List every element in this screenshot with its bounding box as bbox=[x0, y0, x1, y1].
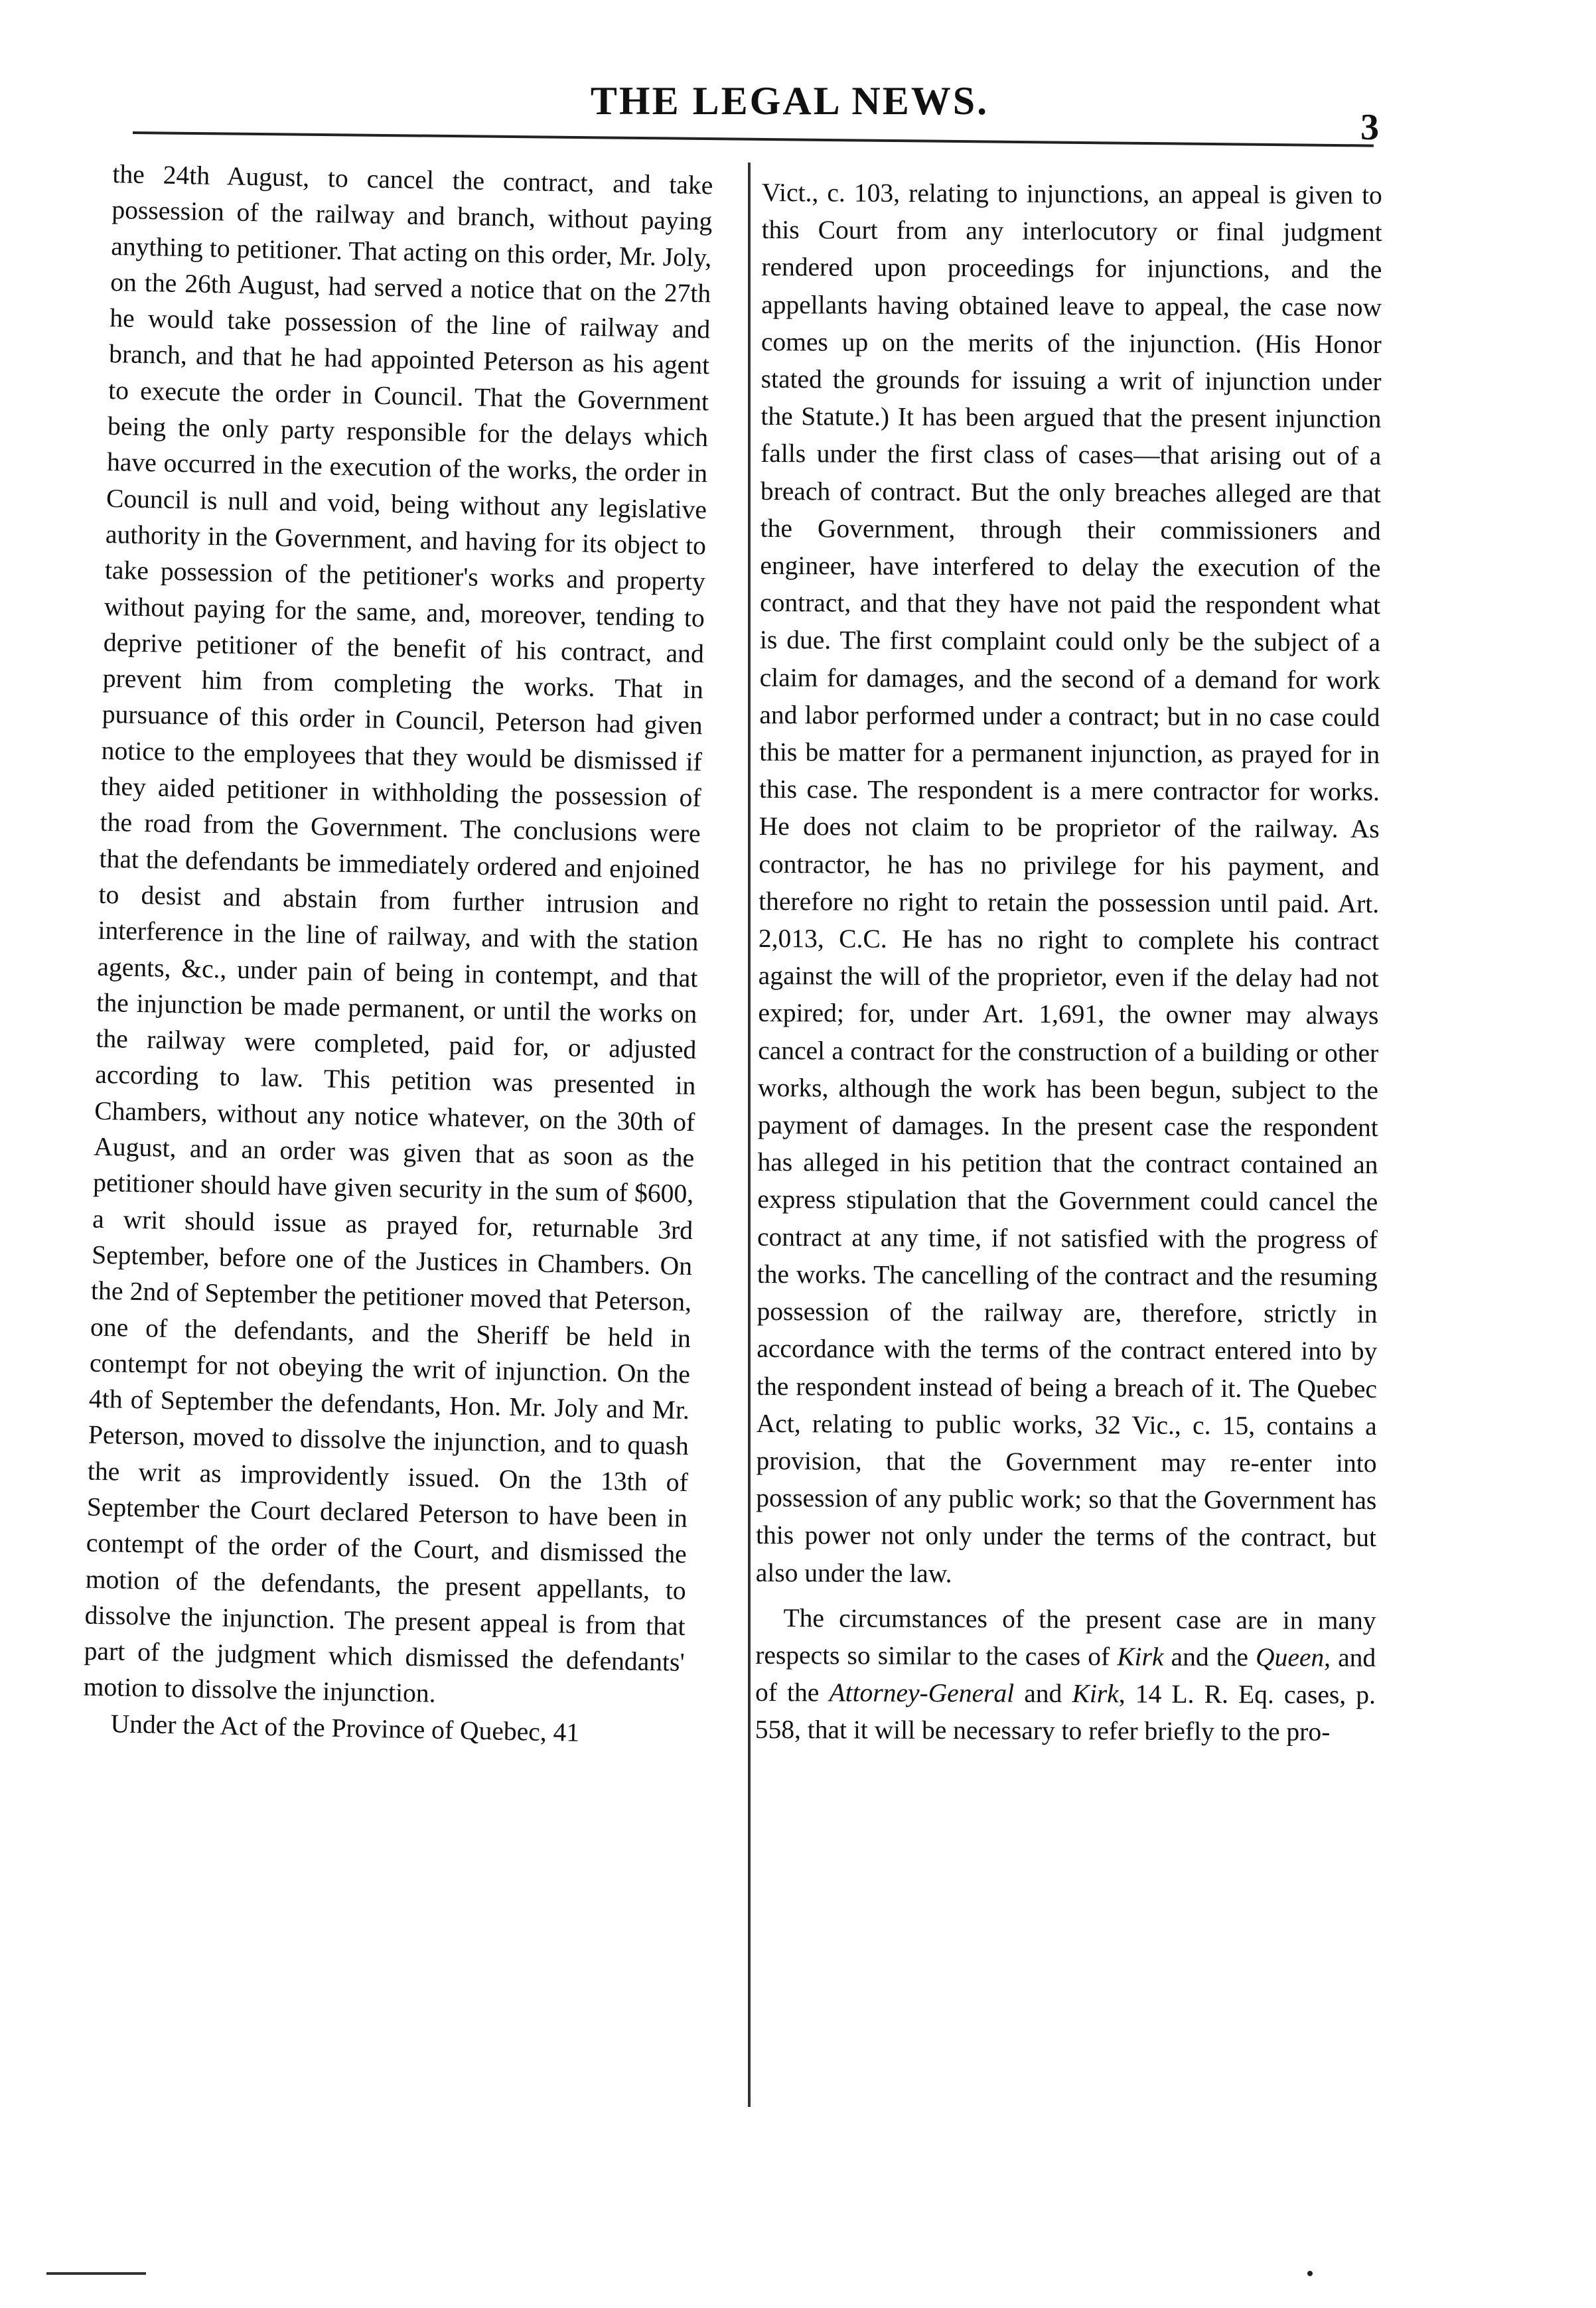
case-name-italic: Kirk bbox=[1072, 1679, 1119, 1709]
case-name-italic: Kirk bbox=[1117, 1642, 1164, 1672]
header-rule bbox=[133, 131, 1374, 147]
left-paragraph-1: the 24th August, to cancel the contract, and take possession of the railway and branch, without paying anything to petitioner. That acting on this order, Mr. Joly, on the 26th August, had served a notice that on the 27th he would take possession of the line of railway and branch, and that he had appointed Peterson as his agent to execute the order in Council. That the Government being the only party responsible for the delays which have occurred in the execution of the works, the order in Council is null and void, being without any legislative authority in the Government, and having for its object to take possession of the petitioner's works and property without paying for the same, and, moreover, tending to deprive petitioner of the benefit of his contract, and prevent him from completing the works. That in pursuance of this order in Council, Peterson had given notice to the employees that they would be dismissed if they aided petitioner in withholding the possession of the road from the Government. The conclusions were that the defendants be immediately ordered and enjoined to desist and abstain from further intrusion and interference in the line of railway, and with the station agents, &c., under pain of being in contempt, and that the injunction be made permanent, or until the works on the railway were completed, paid for, or adjusted according to law. This petition was presented in Chambers, without any notice whatever, on the 30th of August, and an order was given that as soon as the petitioner should have given security in the sum of $600, a writ should issue as prayed for, returnable 3rd September, before one of the Justices in Chambers. On the 2nd of September the petitioner moved that Peterson, one of the defendants, and the Sheriff be held in contempt for not obeying the writ of injunction. On the 4th of September the defendants, Hon. Mr. Joly and Mr. Peterson, moved to dissolve the injunction, and to quash the writ as improvidently issued. On the 13th of September the Court declared Peterson to have been in contempt of the order of the Court, and dismissed the motion of the defendants, the present appellants, to dissolve the injunction. The present appeal is from that part of the judgment which dismissed the defendants' motion to dissolve the injunction. bbox=[83, 159, 713, 1709]
running-title: THE LEGAL NEWS. bbox=[590, 79, 989, 123]
right-paragraph-2 bbox=[755, 1599, 1376, 1751]
footer-mark bbox=[1307, 2271, 1313, 2276]
right-column bbox=[755, 174, 1382, 1751]
left-column bbox=[82, 156, 713, 1753]
column-divider bbox=[748, 163, 751, 2107]
page-header bbox=[0, 0, 1596, 159]
case-name-italic: Queen bbox=[1256, 1642, 1325, 1672]
text-run: and the bbox=[1163, 1642, 1256, 1672]
text-run: , and of the bbox=[755, 1642, 1376, 1707]
text-run: and bbox=[1014, 1678, 1072, 1709]
right-paragraph-1: Vict., c. 103, relating to injunctions, an appeal is given to this Court from any interlocutory or final judgment rendered upon proceedings for injunctions, and the appellants having obtained leave to appeal, the case now comes up on the merits of the injunction. (His Honor stated the grounds for issuing a writ of injunction under the Statute.) It has been argued that the present injunction falls under the first class of cases—that arising out of a breach of contract. But the only breaches alleged are that the Government, through their commissioners and engineer, have interfered to delay the execution of the contract, and that they have not paid the respondent what is due. The first complaint could only be the subject of a claim for damages, and the second of a demand for work and labor performed under a contract; but in no case could this be matter for a permanent injunction, as prayed for in this case. The respondent is a mere contractor for works. He does not claim to be proprietor of the railway. As contractor, he has no privilege for his payment, and therefore no right to retain the possession until paid. Art. 2,013, C.C. He has no right to complete his contract against the will of the proprietor, even if the delay had not expired; for, under Art. 1,691, the owner may always cancel a contract for the construction of a building or other works, although the work has been begun, subject to the payment of damages. In the present case the respondent has alleged in his petition that the contract contained an express stipulation that the Government could cancel the contract at any time, if not satisfied with the progress of the works. The cancelling of the contract and the resuming possession of the railway are, therefore, strictly in accordance with the terms of the contract entered into by the respondent instead of being a breach of it. The Quebec Act, relating to public works, 32 Vic., c. 15, contains a provision, that the Government may re-enter into possession of any public work; so that the Government has this power not only under the terms of the contract, but also under the law. bbox=[755, 177, 1382, 1588]
text-run: , 14 L. R. Eq. cases, p. 558, that it will be necessary to refer briefly to the pro- bbox=[755, 1679, 1376, 1747]
page-number: 3 bbox=[1360, 107, 1379, 148]
left-paragraph-2: Under the Act of the Province of Quebec, 41 bbox=[110, 1709, 580, 1747]
footer-rule bbox=[46, 2272, 146, 2275]
text-run: The circumstances of the present case are in many respects so similar to the cases of bbox=[755, 1603, 1376, 1672]
case-name-italic: Attorney-General bbox=[829, 1678, 1015, 1708]
